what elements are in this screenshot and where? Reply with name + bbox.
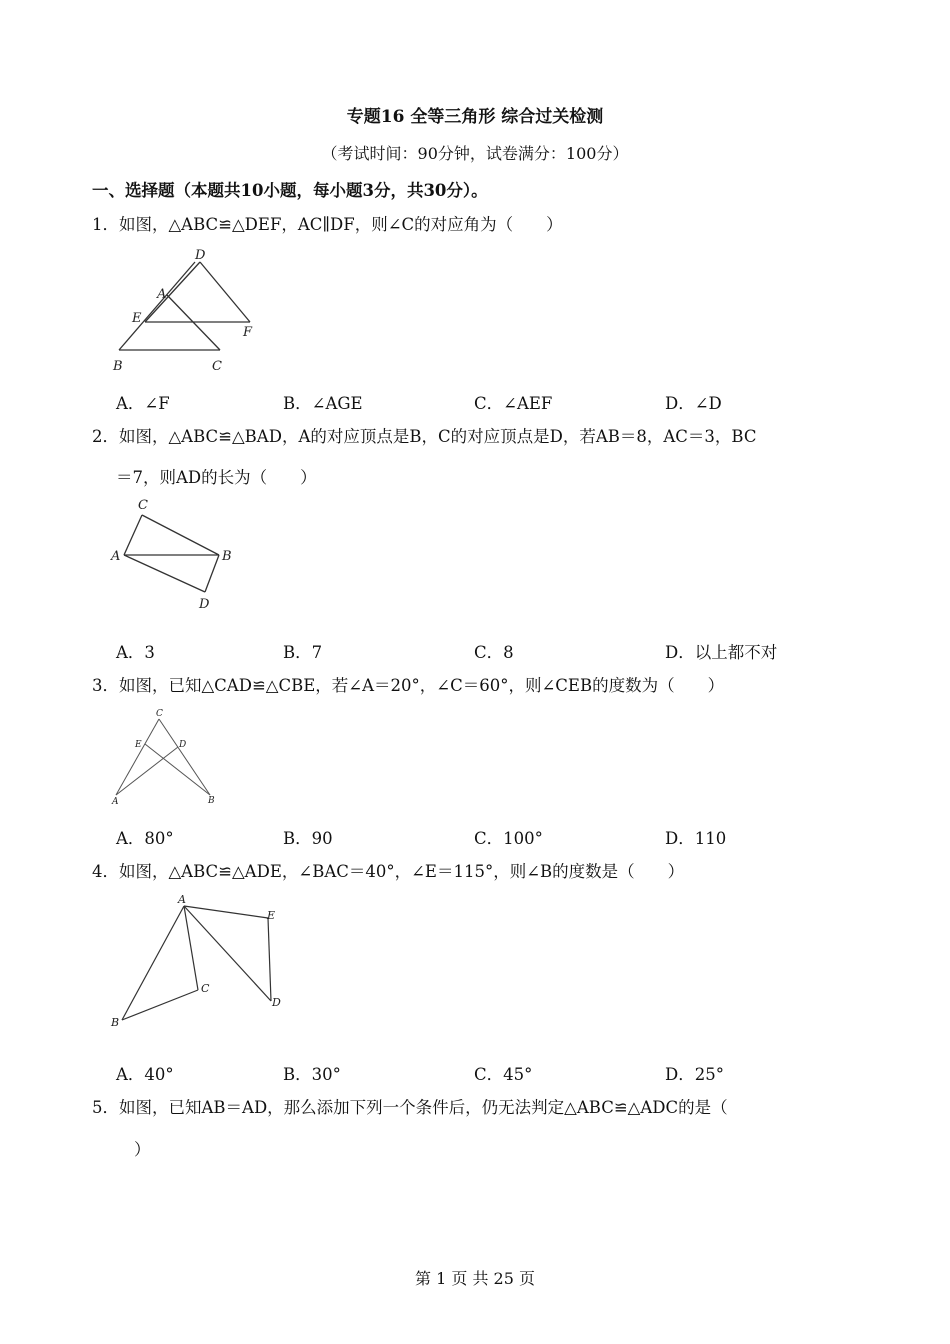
q1-option-b[interactable]: B．∠AGE [283, 394, 363, 413]
fig2-label-d: D [199, 597, 210, 612]
question-2-text-cont: ＝7，则AD的长为（ ） [116, 468, 317, 487]
fig3-label-d: D [179, 740, 187, 750]
page-title: 专题16 全等三角形 综合过关检测 [346, 107, 604, 127]
fig4-label-c: C [201, 982, 210, 995]
fig3-label-e: E [135, 740, 142, 750]
fig3-label-c: C [156, 709, 163, 719]
fig1-label-f: F [243, 325, 253, 340]
q4-option-d[interactable]: D．25° [665, 1065, 724, 1084]
q4-option-b[interactable]: B．30° [283, 1065, 341, 1084]
q3-option-d[interactable]: D．110 [665, 829, 727, 848]
q3-option-a[interactable]: A．80° [116, 829, 174, 848]
fig1-label-a: A [157, 287, 167, 302]
q2-option-b[interactable]: B．7 [283, 643, 323, 662]
exam-info: （考试时间：90分钟，试卷满分：100分） [321, 144, 629, 163]
fig1-label-e: E [132, 311, 142, 326]
figure-3 [106, 705, 226, 810]
q2-option-c[interactable]: C．8 [474, 643, 514, 662]
fig3-label-a: A [112, 797, 119, 807]
figure-4 [106, 890, 296, 1035]
question-1-text: 1．如图，△ABC≌△DEF，AC∥DF，则∠C的对应角为（ ） [92, 215, 563, 234]
question-5-text: 5．如图，已知AB＝AD，那么添加下列一个条件后，仍无法判定△ABC≌△ADC的是（ [92, 1098, 728, 1117]
figure-1 [105, 245, 265, 375]
q1-option-d[interactable]: D．∠D [665, 394, 722, 413]
fig1-label-d: D [195, 248, 206, 263]
question-2-text: 2．如图，△ABC≌△BAD，A的对应顶点是B，C的对应顶点是D，若AB＝8，AC＝3，BC [92, 427, 757, 446]
fig4-label-d: D [272, 996, 281, 1009]
fig2-label-b: B [222, 549, 232, 564]
q4-option-c[interactable]: C．45° [474, 1065, 533, 1084]
q3-option-c[interactable]: C．100° [474, 829, 543, 848]
figure-2 [108, 495, 248, 615]
section-heading: 一、选择题（本题共10小题，每小题3分，共30分）。 [92, 181, 488, 200]
q3-option-b[interactable]: B．90 [283, 829, 333, 848]
question-5-text-cont: ） [134, 1140, 151, 1159]
fig3-label-b: B [208, 796, 215, 806]
question-4-text: 4．如图，△ABC≌△ADE，∠BAC＝40°，∠E＝115°，则∠B的度数是（ ） [92, 862, 685, 881]
fig4-label-a: A [178, 893, 186, 906]
fig4-label-b: B [111, 1016, 120, 1029]
q1-option-a[interactable]: A．∠F [116, 394, 170, 413]
q2-option-d[interactable]: D．以上都不对 [665, 643, 778, 662]
fig2-label-a: A [111, 549, 121, 564]
q1-option-c[interactable]: C．∠AEF [474, 394, 553, 413]
fig4-label-e: E [267, 909, 276, 922]
fig1-label-b: B [113, 359, 123, 374]
fig2-label-c: C [138, 498, 148, 513]
page-number: 第 1 页 共 25 页 [415, 1269, 535, 1288]
question-3-text: 3．如图，已知△CAD≌△CBE，若∠A＝20°，∠C＝60°，则∠CEB的度数为（ ） [92, 676, 725, 695]
q4-option-a[interactable]: A．40° [116, 1065, 174, 1084]
q2-option-a[interactable]: A．3 [116, 643, 155, 662]
fig1-label-c: C [212, 359, 222, 374]
